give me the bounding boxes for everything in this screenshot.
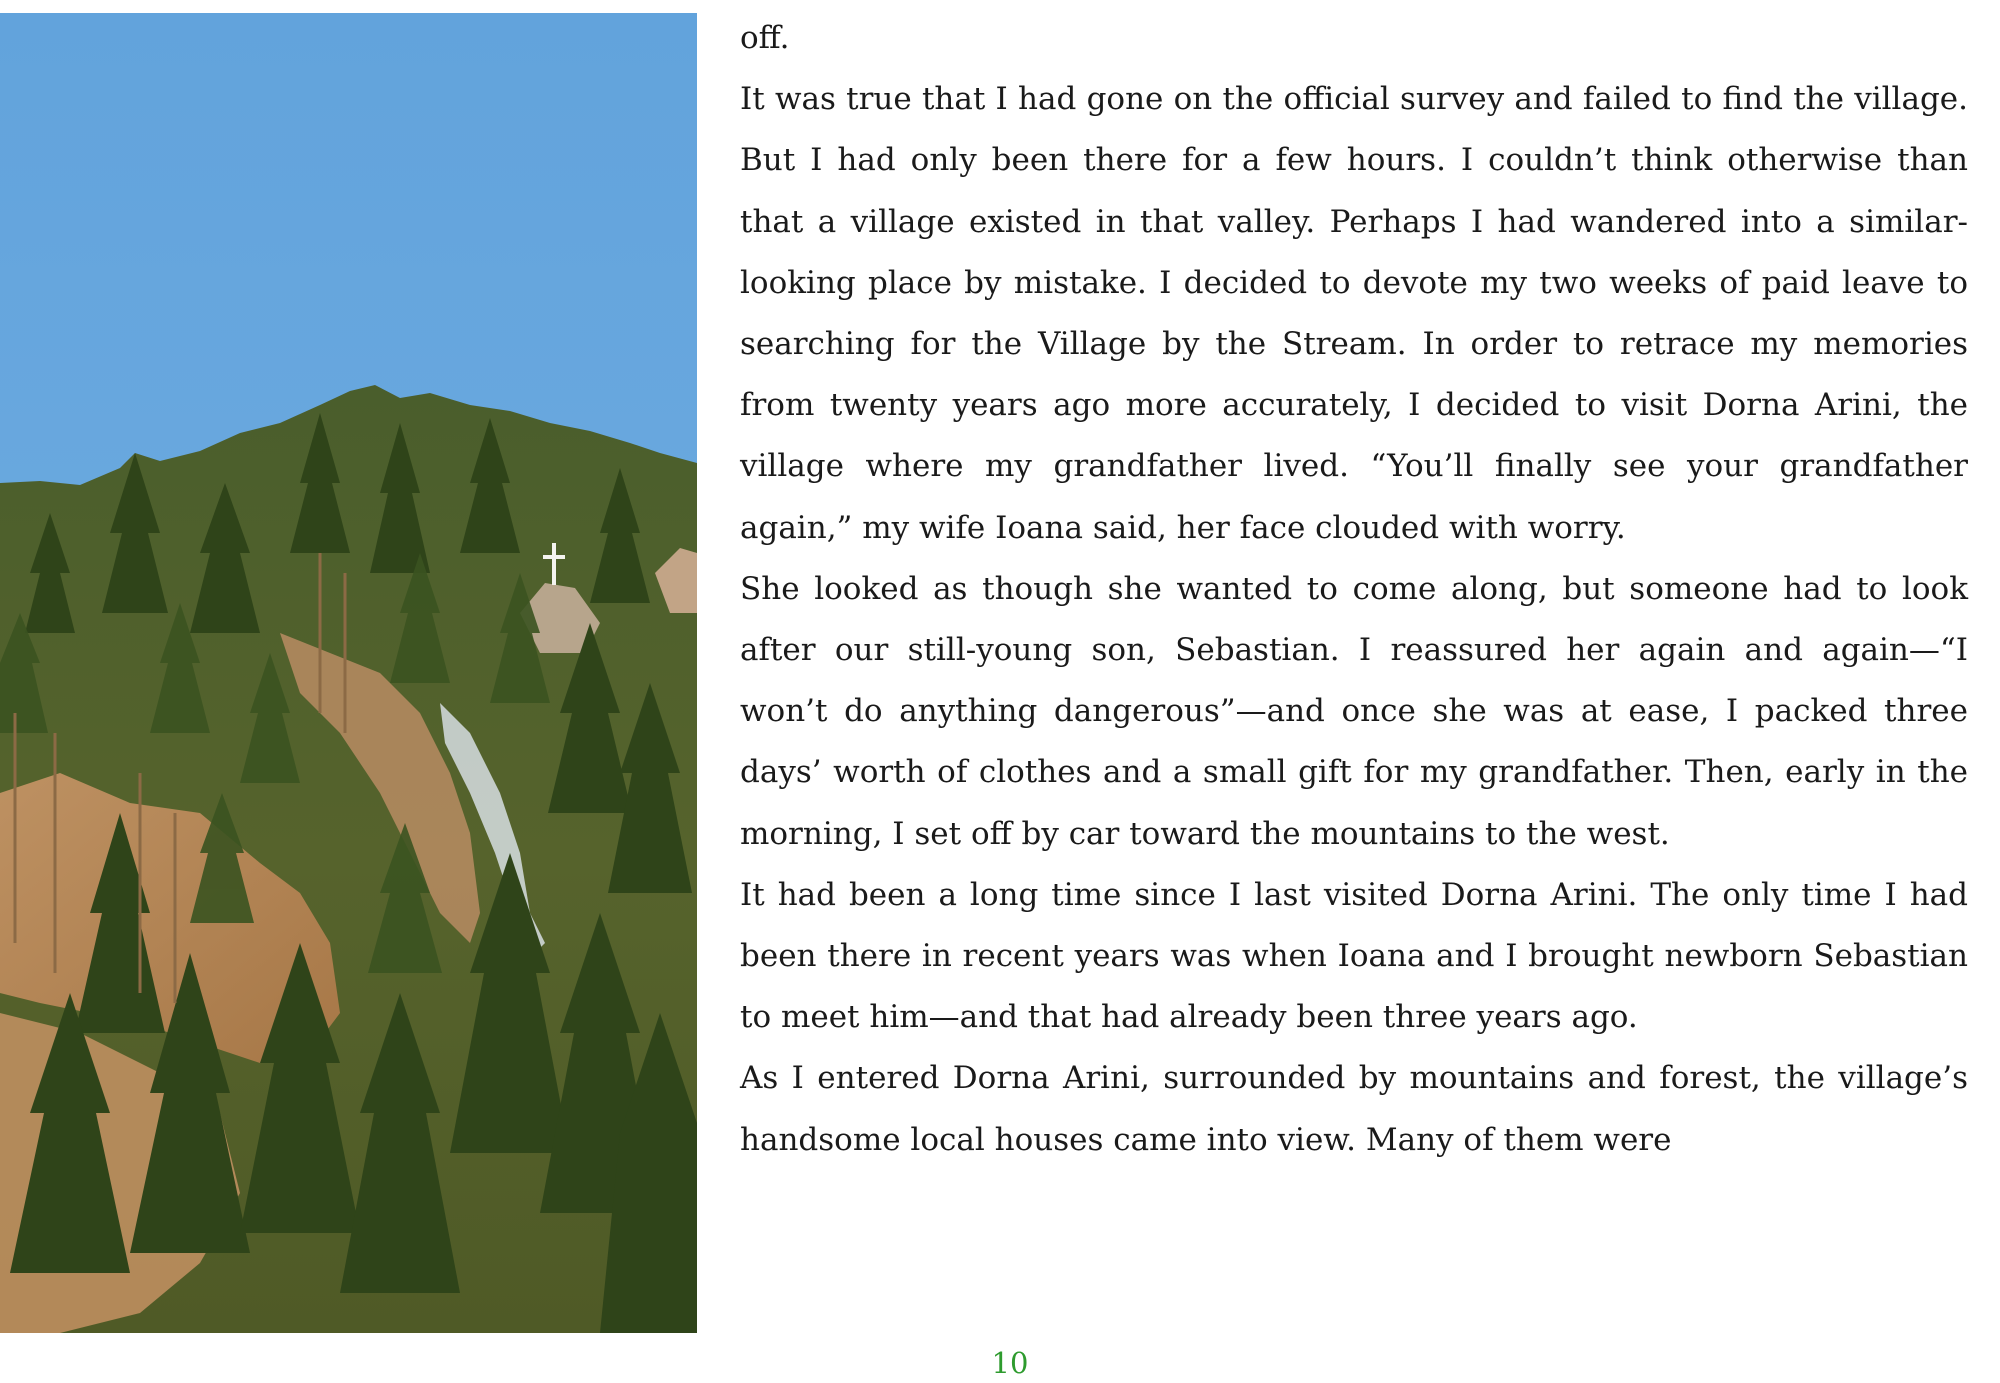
page-number: 10 [991, 1346, 1029, 1380]
paragraph: It had been a long time since I last visited Dorna Arini. The only time I had been there in recent years was when Ioana and I brought newborn Sebastian to meet him—and that had already been three years ago. [740, 876, 1968, 1036]
forest-hillside-image [0, 13, 697, 1333]
body-text [740, 8, 1968, 1171]
paragraph: As I entered Dorna Arini, surrounded by mountains and forest, the village’s handsome local houses came into view. Many of them were [740, 1060, 1968, 1158]
paragraph: She looked as though she wanted to come along, but someone had to look after our still-young son, Sebastian. I reassured her again and again—“I won’t do anything dangerous”—and once she was at ease, I packed three days’ worth of clothes and a small gift for my grandfather. Then, early in the morning, I set off by car toward the mountains to the west. [740, 570, 1968, 852]
paragraph: off. [740, 20, 790, 56]
forest-photo [0, 13, 697, 1333]
paragraph: It was true that I had gone on the official survey and failed to find the village. But I had only been there for a few hours. I couldn’t think otherwise than that a village existed in that valley. Perhaps I had wandered into a similar-looking place by mistake. I decided to devote my two weeks of paid leave to searching for the Village by the Stream. In order to retrace my memories from twenty years ago more accurately, I decided to visit Dorna Arini, the village where my grandfather lived. “You’ll finally see your grandfather again,” my wife Ioana said, her face clouded with worry. [740, 81, 1968, 546]
